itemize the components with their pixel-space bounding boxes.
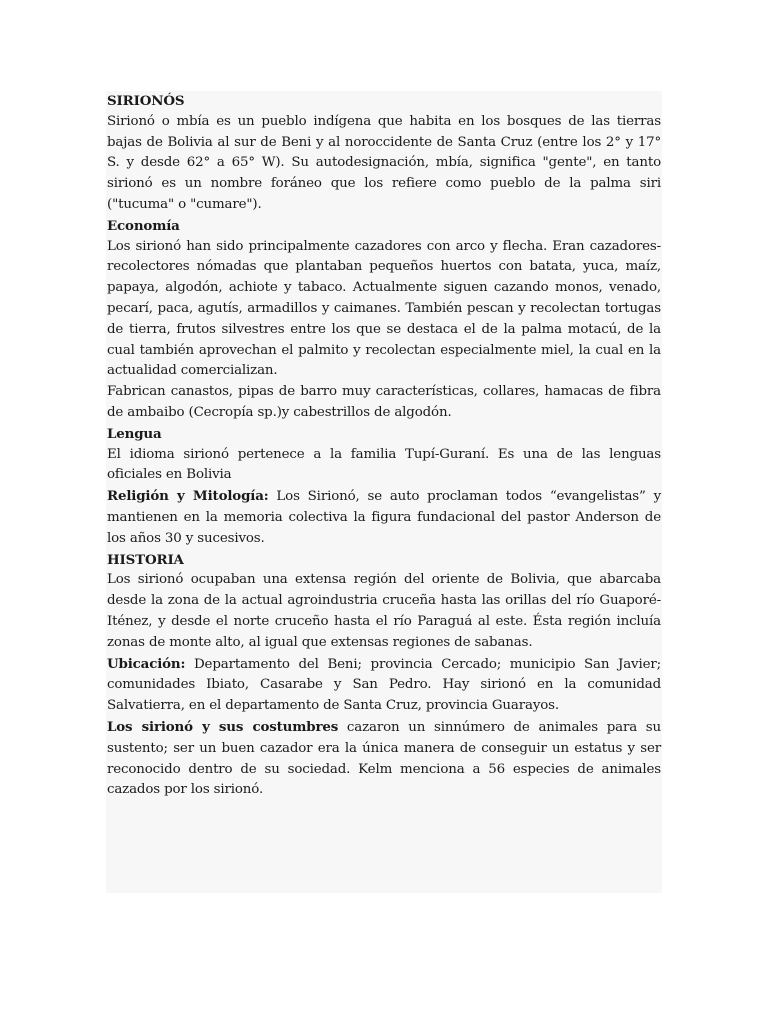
economia-paragraph-1: Los sirionó han sido principalmente cazadores con arco y flecha. Eran cazadores-recolectores nómadas que plantaban pequeños huertos con batata, yuca, maíz, papaya, algodón, achiote y tabaco. Actualmente siguen cazando monos, venado, pecarí, paca, agutís, armadillos y caimanes. También pescan y recolectan tortugas de tierra, frutos silvestres entre los que se destaca el de la palma motacú, de la cual también aprovechan el palmito y recolectan especialmente miel, la cual en la actualidad comercializan. — [107, 238, 661, 379]
document-title: SIRIONÓS — [107, 93, 185, 109]
religion-label: Religión y Mitología: — [107, 488, 269, 505]
ubicacion-label: Ubicación: — [107, 655, 186, 672]
economia-heading: Economía — [107, 217, 180, 234]
lengua-paragraph: El idioma sirionó pertenece a la familia Tupí-Guraní. Es una de las lenguas oficiales en Bolivia — [107, 446, 661, 483]
ubicacion-paragraph — [107, 654, 661, 717]
costumbres-text: cazaron un sinnúmero de animales para su sustento; ser un buen cazador era la única manera de conseguir un estatus y ser reconocido dentro de su sociedad. Kelm menciona a 56 especies de animales cazados por los sirionó. — [107, 719, 662, 798]
economia-paragraph-2: Fabrican canastos, pipas de barro muy características, collares, hamacas de fibra de ambaibo (Cecropía sp.)y cabestrillos de algodón. — [107, 384, 661, 420]
religion-paragraph — [107, 486, 661, 549]
ubicacion-text: Departamento del Beni; provincia Cercado; municipio San Javier; comunidades Ibiato, Casarabe y San Pedro. Hay sirionó en la comunidad Salvatierra, en el departamento de Santa Cruz, provincia Guarayos. — [107, 656, 661, 714]
historia-heading: HISTORIA — [107, 551, 184, 568]
costumbres-paragraph — [107, 717, 661, 801]
historia-paragraph: Los sirionó ocupaban una extensa región del oriente de Bolivia, que abarcaba desde la zona de la actual agroindustria cruceña hasta las orillas del río Guaporé-Iténez, y desde el norte cruceño hasta el río Paraguá al este. Ésta región incluía zonas de monte alto, al igual que extensas regiones de sabanas. — [107, 572, 661, 650]
lengua-heading: Lengua — [107, 425, 162, 442]
religion-text: Los Sirionó, se auto proclaman todos “evangelistas” y mantienen en la memoria colectiva la figura fundacional del pastor Anderson de los años 30 y sucesivos. — [107, 489, 661, 546]
intro-paragraph: Sirionó o mbía es un pueblo indígena que habita en los bosques de las tierras bajas de Bolivia al sur de Beni y al noroccidente de Santa Cruz (entre los 2° y 17° S. y desde 62° a 65° W). Su autodesignación, mbía, significa "gente", en tanto sirionó es un nombre foráneo que los refiere como pueblo de la palma siri ("tucuma" o "cumare"). — [107, 113, 661, 212]
costumbres-label: Los sirionó y sus costumbres — [107, 718, 339, 735]
document-body — [107, 91, 661, 801]
